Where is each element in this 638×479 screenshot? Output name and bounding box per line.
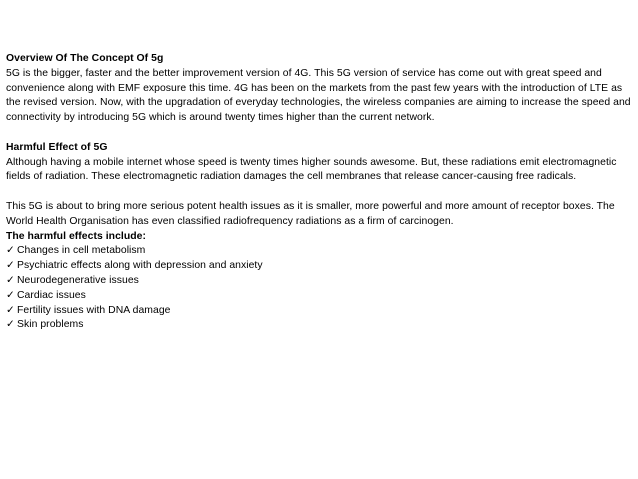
overview-heading: Overview Of The Concept Of 5g [6,53,164,64]
checkmark-icon: ✓ [6,274,15,286]
harmful-effect-heading: Harmful Effect of 5G [6,141,108,153]
list-item-text: Changes in cell metabolism [17,245,146,257]
list-item-text: Skin problems [17,319,84,331]
checkmark-icon: ✓ [6,260,15,272]
slide-content [6,52,634,333]
list-item-text: Cardiac issues [17,289,86,301]
list-item [6,289,634,304]
spacer [6,185,634,200]
checkmark-icon: ✓ [6,304,15,316]
list-item [6,274,634,289]
list-item [6,259,634,274]
list-item [6,318,634,333]
health-issues-paragraph: This 5G is about to bring more serious potent health issues as it is smaller, more powerful and more amount of receptor boxes. The World Health Organisation has even classified radiofrequency radiations as a firm of carcinogen. [6,200,615,227]
checkmark-icon: ✓ [6,245,15,257]
list-item-text: Neurodegenerative issues [17,274,139,286]
spacer [6,126,634,141]
list-item-text: Fertility issues with DNA damage [17,304,171,316]
checkmark-icon: ✓ [6,319,15,331]
checkmark-icon: ✓ [6,289,15,301]
effects-list-heading: The harmful effects include: [6,230,146,242]
effects-list [6,244,634,333]
overview-paragraph: 5G is the bigger, faster and the better improvement version of 4G. This 5G version of service has come out with great speed and convenience along with EMF exposure this time. 4G has been on the markets from the past few years with the introduction of LTE as the revised version. Now, with the upgradation of everyday technologies, the wireless companies are aiming to increase the speed and connectivity by introducing 5G which is around twenty times higher than the current network. [6,67,631,124]
list-item [6,244,634,259]
list-item [6,304,634,319]
harmful-effect-paragraph: Although having a mobile internet whose speed is twenty times higher sounds awesome. But, these radiations emit electromagnetic fields of radiation. These electromagnetic radiation damages the cell membranes that release cancer-causing free radicals. [6,156,617,183]
list-item-text: Psychiatric effects along with depression and anxiety [17,260,263,272]
